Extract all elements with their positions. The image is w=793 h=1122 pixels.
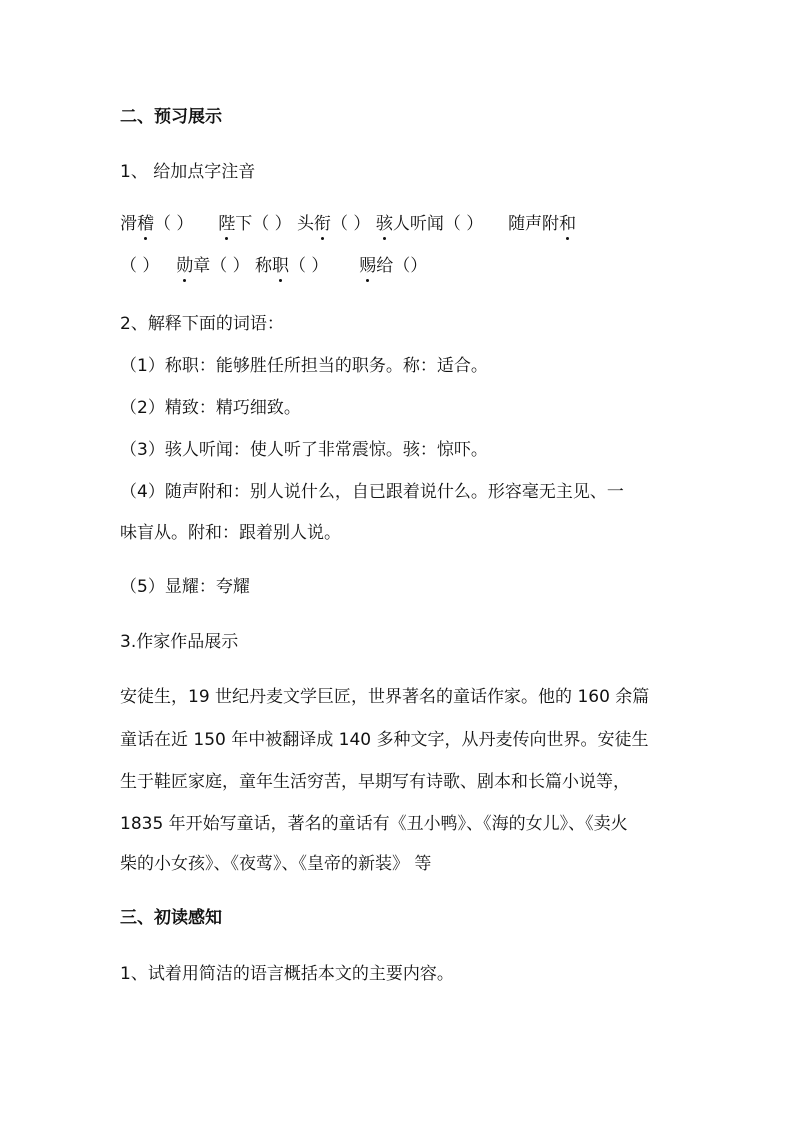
author-works-title: 3.作家作品展示 [120,632,239,652]
pinyin-item: 赐给（） [359,256,428,276]
pinyin-item: 滑稽（ ） [120,214,194,234]
pinyin-item: 勋章（ ） [176,256,250,276]
author-paragraph-line: 安徒生，19 世纪丹麦文学巨匠，世界著名的童话作家。他的 160 余篇 [120,687,650,707]
explain-item: （3）骇人听闻：使人听了非常震惊。骇：惊吓。 [120,440,488,460]
explain-item: （2）精致：精巧细致。 [120,398,301,418]
explain-item: （1）称职：能够胜任所担当的职务。称：适合。 [120,356,488,376]
pinyin-row-1 [120,213,576,235]
pinyin-item: 头衔（ ） [297,214,371,234]
pinyin-item: 随声附和 [508,214,577,234]
summary-question: 1、试着用简洁的语言概括本文的主要内容。 [120,964,454,984]
author-paragraph-line: 生于鞋匠家庭，童年生活穷苦，早期写有诗歌、剧本和长篇小说等， [120,772,630,792]
author-paragraph-line: 柴的小女孩》、《夜莺》、《皇帝的新装》 等 [120,854,432,874]
section2-heading: 二、预习展示 [120,107,222,127]
pinyin-blank: （ ） [120,256,160,276]
pinyin-item: 陛下（ ） [218,214,292,234]
pinyin-row-2 [120,255,427,277]
author-paragraph-line: 1835 年开始写童话，著名的童话有《丑小鸭》、《海的女儿》、《卖火 [120,814,628,834]
explain-item: （4）随声附和：别人说什么，自已跟着说什么。形容毫无主见、一 [120,482,624,502]
explain-item-continued: 味盲从。附和：跟着别人说。 [120,523,341,543]
pinyin-item: 称职（ ） [255,256,329,276]
pinyin-item: 骇人听闻（ ） [375,214,484,234]
author-paragraph-line: 童话在近 150 年中被翻译成 140 多种文字，从丹麦传向世界。安徒生 [120,730,649,750]
explain-question-title: 2、解释下面的词语： [120,314,284,334]
pinyin-question-title: 1、 给加点字注音 [120,162,256,182]
section3-heading: 三、初读感知 [120,908,222,928]
explain-item: （5）显耀：夸耀 [120,577,250,597]
